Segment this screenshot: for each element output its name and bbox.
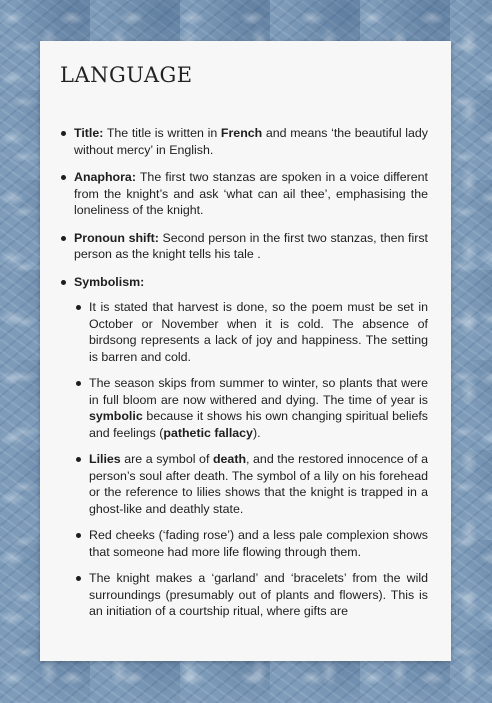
item-text: , and the restored innocence of a person’s soul after death. The symbol of a lily on his forehead or the reference to lilies shows that the knight is trapped in a ghost-like and deathly state.: [89, 452, 428, 516]
item-text: because it shows his own changing spiritual beliefs and feelings (: [89, 409, 428, 440]
item-text: are a symbol of: [120, 452, 213, 466]
language-points-list: [60, 125, 428, 631]
sub-item-harvest: [75, 299, 428, 365]
item-text: Red cheeks (‘fading rose’) and a less pale complexion shows that someone had more life flowing through them.: [89, 528, 428, 559]
item-text: It is stated that harvest is done, so the poem must be set in October or November when it is cold. The absence of birdsong represents a lack of joy and happiness. The setting is barren and cold.: [89, 300, 428, 364]
list-item-pronoun-shift: [60, 230, 428, 263]
item-text: and means ‘the beautiful lady without mercy’ in English.: [74, 126, 428, 157]
list-item-title: [60, 125, 428, 158]
item-text: ).: [252, 425, 261, 440]
emphasis-text: symbolic: [89, 409, 143, 423]
term-label: Title:: [74, 126, 104, 140]
symbolism-sub-list: [75, 299, 428, 620]
page-heading: LANGUAGE: [60, 63, 193, 87]
sub-item-season: [75, 375, 428, 441]
sub-item-lilies: [75, 451, 428, 517]
item-text: The title is written in: [103, 126, 221, 140]
document-page: [40, 41, 451, 661]
item-text: The season skips from summer to winter, so plants that were in full bloom are now withered and dying. The time of year is: [89, 376, 428, 407]
emphasis-text: French: [220, 126, 263, 140]
term-label: Symbolism:: [74, 274, 145, 289]
list-item-anaphora: [60, 169, 428, 219]
term-label: Pronoun shift:: [74, 230, 159, 245]
emphasis-text: Lilies: [89, 452, 121, 466]
item-text: The knight makes a ‘garland’ and ‘bracelets’ from the wild surroundings (presumably out of plants and flowers). This is an initiation of a courtship ritual, where gifts are: [89, 571, 428, 618]
list-item-symbolism: [60, 274, 428, 620]
item-text: Second person in the first two stanzas, then first person as the knight tells his tale .: [74, 230, 428, 261]
emphasis-text: pathetic fallacy: [163, 425, 253, 440]
sub-item-red-cheeks: [75, 527, 428, 560]
emphasis-text: death: [212, 452, 247, 466]
term-label: Anaphora:: [74, 170, 136, 184]
item-text: The first two stanzas are spoken in a voice different from the knight’s and ask ‘what can ail thee’, emphasising the loneliness of the knight.: [74, 170, 428, 217]
sub-item-garland: [75, 570, 428, 620]
